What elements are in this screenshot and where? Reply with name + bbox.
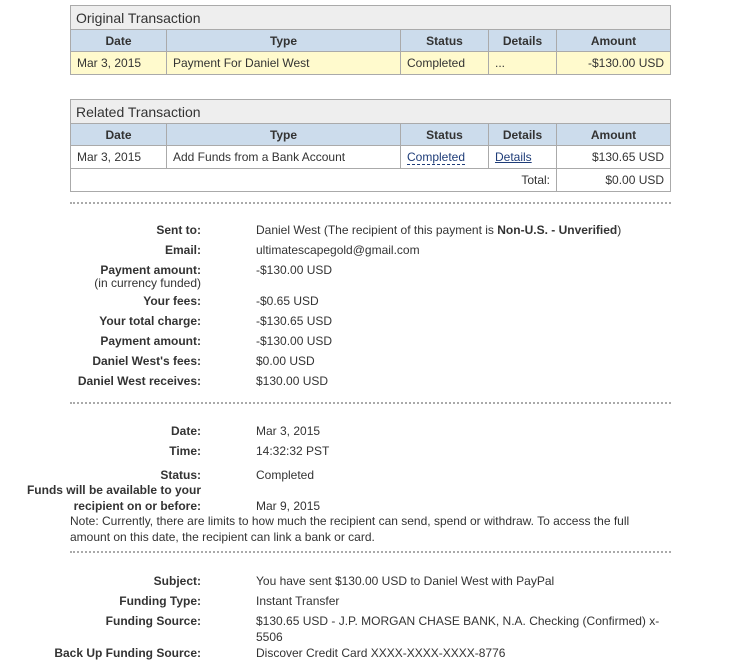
funding-source-row <box>0 611 700 643</box>
time-label: Time: <box>169 444 201 458</box>
payment-amount-sublabel: (in currency funded) <box>94 276 201 290</box>
total-row <box>71 169 671 192</box>
column-header-amount: Amount <box>557 30 671 52</box>
related-transaction-section <box>70 99 670 192</box>
payment-amount-label: Payment amount: <box>100 263 201 277</box>
status-label: Status: <box>160 468 201 482</box>
backup-funding-row <box>0 643 700 663</box>
funds-available-row-1 <box>0 483 700 498</box>
funds-available-label-line2: recipient on or before: <box>73 499 201 513</box>
email-value: ultimatescapegold@gmail.com <box>256 243 420 257</box>
limits-note: Note: Currently, there are limits to how much the recipient can send, spend or withdraw. To access the full amount on this date, the recipient can link a bank or card. <box>70 514 630 544</box>
cell-type: Add Funds from a Bank Account <box>167 146 401 169</box>
payment-details-section <box>0 220 700 391</box>
subject-value: You have sent $130.00 USD to Daniel West with PayPal <box>256 574 555 588</box>
recipient-fees-row <box>0 351 700 371</box>
column-header-details: Details <box>489 30 557 52</box>
recipient-fees-value: $0.00 USD <box>256 354 315 368</box>
time-row <box>0 441 700 465</box>
column-header-date: Date <box>71 124 167 146</box>
payment-amount-row <box>0 260 700 291</box>
column-header-status: Status <box>401 124 489 146</box>
date-value: Mar 3, 2015 <box>256 424 321 438</box>
funds-available-row-2 <box>0 498 700 514</box>
cell-date: Mar 3, 2015 <box>71 52 167 75</box>
total-label: Total: <box>71 169 557 192</box>
funds-available-label-line1: Funds will be available to your <box>26 483 201 497</box>
total-charge-label: Your total charge: <box>99 314 201 328</box>
recipient-receives-row <box>0 371 700 391</box>
recipient-name: Daniel West <box>256 223 321 237</box>
cell-status: Completed <box>401 52 489 75</box>
section-divider <box>70 202 671 204</box>
recipient-note-prefix: (The recipient of this payment is <box>323 223 498 237</box>
your-fees-value: -$0.65 USD <box>256 294 319 308</box>
cell-type: Payment For Daniel West <box>167 52 401 75</box>
column-header-details: Details <box>489 124 557 146</box>
cell-date: Mar 3, 2015 <box>71 146 167 169</box>
sent-to-value <box>256 220 621 240</box>
funding-type-value: Instant Transfer <box>256 594 340 608</box>
original-transaction-section <box>70 5 670 75</box>
time-value: 14:32:32 PST <box>256 444 330 458</box>
date-label: Date: <box>170 424 201 438</box>
status-row <box>0 465 700 483</box>
column-header-status: Status <box>401 30 489 52</box>
funding-source-line1: $130.65 USD - J.P. MORGAN CHASE BANK, N.A. Checking (Confirmed) x- <box>256 614 660 628</box>
sent-to-row <box>0 220 700 240</box>
original-transaction-title: Original Transaction <box>71 6 671 30</box>
funding-section <box>0 571 700 663</box>
backup-funding-label: Back Up Funding Source: <box>54 646 201 660</box>
related-transaction-title: Related Transaction <box>71 100 671 124</box>
funding-type-row <box>0 591 700 611</box>
total-charge-value: -$130.65 USD <box>256 314 333 328</box>
total-value: $0.00 USD <box>557 169 671 192</box>
funding-type-label: Funding Type: <box>119 594 201 608</box>
payment-amount2-value: -$130.00 USD <box>256 334 333 348</box>
recipient-status: Non-U.S. - Unverified <box>497 223 618 237</box>
column-header-type: Type <box>167 30 401 52</box>
total-charge-row <box>0 311 700 331</box>
your-fees-label: Your fees: <box>143 294 201 308</box>
recipient-receives-value: $130.00 USD <box>256 374 329 388</box>
email-row <box>0 240 700 260</box>
column-header-type: Type <box>167 124 401 146</box>
backup-funding-value: Discover Credit Card XXXX-XXXX-XXXX-8776 <box>256 646 506 660</box>
cell-details <box>489 146 557 169</box>
funds-available-date: Mar 9, 2015 <box>256 499 321 513</box>
your-fees-row <box>0 291 700 311</box>
sent-to-label: Sent to: <box>156 223 201 237</box>
section-divider <box>70 402 671 404</box>
recipient-receives-label: Daniel West receives: <box>77 374 201 388</box>
cell-amount: -$130.00 USD <box>557 52 671 75</box>
timing-section <box>0 421 700 514</box>
recipient-fees-label: Daniel West's fees: <box>92 354 201 368</box>
details-link[interactable]: Details <box>495 150 532 164</box>
email-label: Email: <box>164 243 201 257</box>
cell-amount: $130.65 USD <box>557 146 671 169</box>
column-header-amount: Amount <box>557 124 671 146</box>
section-divider <box>70 551 671 553</box>
table-row <box>71 146 671 169</box>
column-header-date: Date <box>71 30 167 52</box>
payment-amount2-row <box>0 331 700 351</box>
date-row <box>0 421 700 441</box>
payment-amount2-label: Payment amount: <box>100 334 201 348</box>
original-transaction-table <box>70 5 671 75</box>
cell-status <box>401 146 489 169</box>
subject-label: Subject: <box>153 574 201 588</box>
status-value: Completed <box>256 468 315 482</box>
funding-source-line2: 5506 <box>256 630 283 644</box>
cell-details: ... <box>489 52 557 75</box>
related-transaction-table <box>70 99 671 192</box>
payment-amount-value: -$130.00 USD <box>256 263 333 277</box>
recipient-note-suffix: ) <box>617 223 622 237</box>
funding-source-value <box>256 613 659 645</box>
subject-row <box>0 571 700 591</box>
status-completed-link[interactable]: Completed <box>407 150 466 164</box>
funding-source-label: Funding Source: <box>105 614 201 628</box>
table-row <box>71 52 671 75</box>
